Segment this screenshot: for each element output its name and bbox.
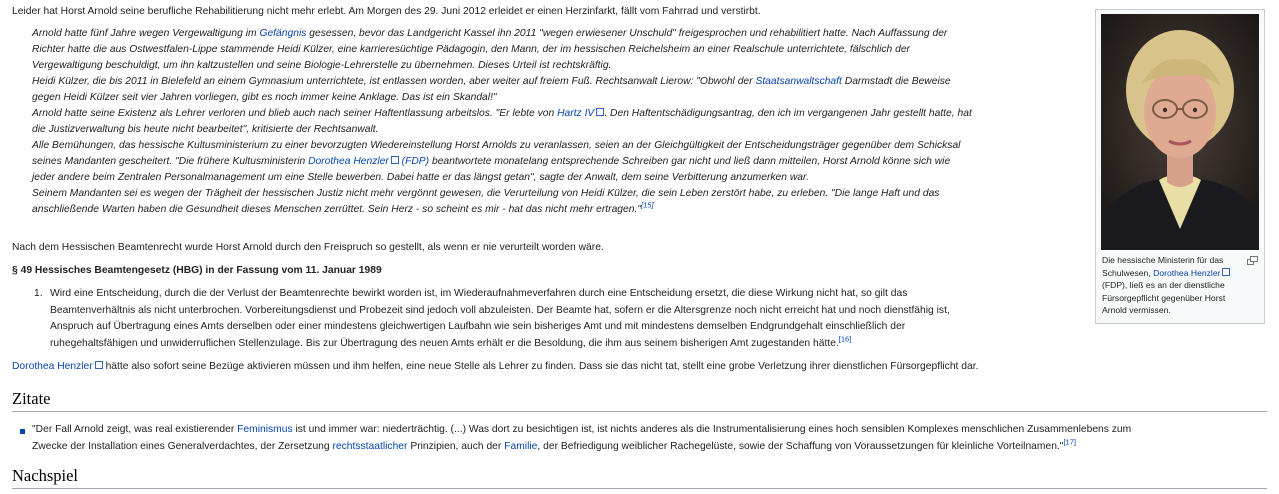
portrait-image[interactable]: [1101, 14, 1259, 250]
paragraph-henzler: [12, 359, 978, 375]
thumbnail-box: [1095, 9, 1265, 324]
quote-line: [20, 439, 1131, 456]
law-list: [34, 286, 1094, 352]
footnote-ref-15[interactable]: [15]: [641, 200, 654, 210]
law-title: § 49 Hessisches Beamtengesetz (HBG) in der Fassung vom 11. Januar 1989: [12, 265, 382, 276]
law-text: ruhegehaltsfähigen und unwiderruflichen Stellenzulage. Bis zur Übertragung des neuen Amts erhält er die Besoldung, die ihm aus seinem bisherigen Amt zugestanden hätte.: [50, 337, 839, 349]
footnote-ref-16[interactable]: [16]: [838, 334, 852, 344]
caption-line: Die hessische Ministerin für das: [1102, 255, 1224, 265]
quote-line: Alle Bemühungen, das hessische Kultusministerium zu einer bevorzugten Wiedereinstellung Horst Arnolds zu veranlassen, seien an der Gleichgültigkeit der Entscheidungsträger gegenüber dem Schicksal: [32, 140, 961, 151]
caption-text: Schulwesen,: [1102, 267, 1154, 278]
quote-line: Richter hatte die aus Ostwestfalen-Lippe stammende Heidi Külzer, eine karrieresüchtige Pädagogin, den Mann, der im hessischen Reichelsheim an einer Realschule unterrichtete, fälschlich der: [32, 44, 910, 55]
quote-line: [20, 422, 1131, 439]
link-fdp[interactable]: (FDP): [398, 156, 430, 167]
quote-text: , der Befriedigung weiblicher Rachegelüste, sowie der Schaffung von Voraussetzungen für kleinliche Vorteilnamen.": [537, 440, 1064, 452]
quote-line: die Justizverwaltung bis heute nicht bearbeitet", kritisierte der Rechtsanwalt.: [32, 124, 379, 135]
quote-line: [32, 202, 1092, 218]
section-heading-zitate: Zitate: [12, 389, 1267, 412]
caption-line: Arnold vermissen.: [1102, 305, 1171, 315]
quote-text: . Den Haftentschädigungsantrag, den ich im vergangenen Jahr gestellt hatte, hat: [604, 108, 972, 119]
quote-line: Vergewaltigung beschuldigt, um ihn kaltzustellen und seine Biologie-Lehrerstelle zu übernehmen. Dieses Urteil ist rechtskräftig.: [32, 60, 612, 71]
quote-text: Arnold hatte seine Existenz als Lehrer verloren und blieb auch nach seiner Haftentlassung arbeitslos. "Er lebte von: [32, 108, 558, 119]
link-familie[interactable]: Familie: [504, 440, 538, 452]
link-feminismus[interactable]: Feminismus: [237, 424, 293, 435]
quote-line: jeder andere beim Zentralen Personalmanagement um eine Stelle bewerben. Dabei hatte er das längst getan", sagte der Anwalt, dem seine Verbitterung anzumerken war.: [32, 172, 809, 183]
quote-line: [32, 26, 1092, 42]
list-number: 1.: [34, 288, 43, 299]
quote-line: Seinem Mandanten sei es wegen der Trägheit der hessischen Justiz nicht mehr vergönnt gewesen, die Verurteilung von Heidi Külzer, die sein Leben zerstört habe, zu erleben. "Die lange Haft und das: [32, 188, 940, 199]
quote-text: Darmstadt die Beweise: [841, 76, 951, 87]
quote-line: [32, 154, 1092, 170]
quote-text: seines Mandanten gescheitert. "Die frühere Kultusministerin: [32, 156, 309, 167]
link-staatsanwaltschaft[interactable]: Staatsanwaltschaft: [755, 76, 842, 87]
footnote-ref-17[interactable]: [17]: [1063, 437, 1076, 447]
quote-line: [32, 106, 1092, 122]
link-hartz-iv[interactable]: Hartz IV: [557, 108, 604, 119]
quote-text: "Der Fall Arnold zeigt, was real existierender: [32, 424, 238, 435]
quote-line: [32, 74, 1092, 90]
section-heading-nachspiel: Nachspiel: [12, 466, 1267, 489]
portrait-graphic: [1101, 14, 1259, 250]
caption-line: (FDP), ließ es an der dienstliche: [1102, 280, 1225, 290]
link-gefaengnis[interactable]: Gefängnis: [259, 28, 307, 39]
paragraph-beamtenrecht: Nach dem Hessischen Beamtenrecht wurde Horst Arnold durch den Freispruch so gestellt, als wenn er nie verurteilt worden wäre.: [12, 242, 604, 253]
list-item: [20, 422, 1131, 455]
quote-text: Prinzipien, auch der: [407, 440, 505, 452]
paragraph-text: hätte also sofort seine Bezüge aktivieren müssen und ihm helfen, eine neue Stelle als Lehrer zu finden. Dass sie das nicht tat, stellt eine grobe Verletzung ihrer dienstlichen Fürsorgepflicht dar.: [102, 361, 979, 372]
quote-text: beantwortete monatelang entsprechende Schreiben gar nicht und ließ dann mitteilen, Horst Arnold könne sich wie: [429, 156, 951, 167]
quote-text: Arnold hatte fünf Jahre wegen Vergewaltigung im: [32, 28, 260, 39]
quote-text: anschließende Warten haben die Gesundheit dieses Menschen zerrüttet. Sein Herz - so scheint es mir - hat das nicht mehr ertragen.": [32, 204, 642, 215]
bullet-icon: [20, 429, 25, 434]
law-line: Anspruch auf Übertragung eines Amts derselben oder einer mindestens gleichwertigen Laufbahn wie sein bisheriges Amt und mit mindestens demselben Endgrundgehalt einschließlich der: [50, 321, 906, 332]
thumbnail-caption: [1102, 254, 1260, 317]
quote-text: Zwecke der Installation eines Generalverdachtes, der Zersetzung: [32, 440, 333, 452]
intro-paragraph: Leider hat Horst Arnold seine berufliche Rehabilitierung nicht mehr erlebt. Am Morgen des 29. Juni 2012 erleidet er einen Herzinfarkt, fällt vom Fahrrad und verstirbt.: [12, 6, 761, 17]
caption-link-dorothea-henzler[interactable]: Dorothea Henzler: [1153, 268, 1230, 278]
link-rechtsstaatlicher[interactable]: rechtsstaatlicher: [332, 440, 408, 452]
law-line: Beamtenverhältnis als nicht unterbrochen. Vorbereitungsdienst und Probezeit sind jedoch voll abzuleisten. Der Beamte hat, sofern er die Altersgrenze noch nicht erreicht hat und noch dienstfähig ist,: [50, 304, 950, 316]
quote-text: gesessen, bevor das Landgericht Kassel ihn 2011 "wegen erwiesener Unschuld" freigesprochen und rehabilitiert hatte. Nach Auffassung der: [306, 28, 948, 39]
quote-text: Heidi Külzer, die bis 2011 in Bielefeld an einem Gymnasium unterrichtete, ist entlassen worden, aber weiter auf freiem Fuß. Rechtsanwalt Lierow: "Obwohl der: [32, 76, 756, 87]
quote-line: gegen Heidi Külzer seit vier Jahren vorliegen, gibt es noch immer keine Anklage. Das ist ein Skandal!": [32, 92, 497, 103]
caption-line: Fürsorgepflicht gegenüber Horst: [1102, 292, 1226, 303]
caption-line: [1102, 267, 1260, 280]
blockquote: [32, 26, 1092, 218]
link-dorothea-henzler-2[interactable]: Dorothea Henzler: [12, 361, 103, 372]
law-line: [50, 336, 1094, 353]
link-dorothea-henzler[interactable]: Dorothea Henzler: [308, 156, 399, 167]
quote-text: ist und immer war: niederträchtig. (...) Was dort zu besichtigen ist, ist nichts anderes als die Instrumentalisierung eines hoch sensiblen Komplexes menschlichen Zusammenlebens zum: [292, 424, 1132, 435]
law-line: Wird eine Entscheidung, durch die der Verlust der Beamtenrechte bewirkt worden ist, im Wiederaufnahmeverfahren durch eine Entscheidung ersetzt, die diese Wirkung nicht hat, so gilt das: [50, 288, 908, 299]
